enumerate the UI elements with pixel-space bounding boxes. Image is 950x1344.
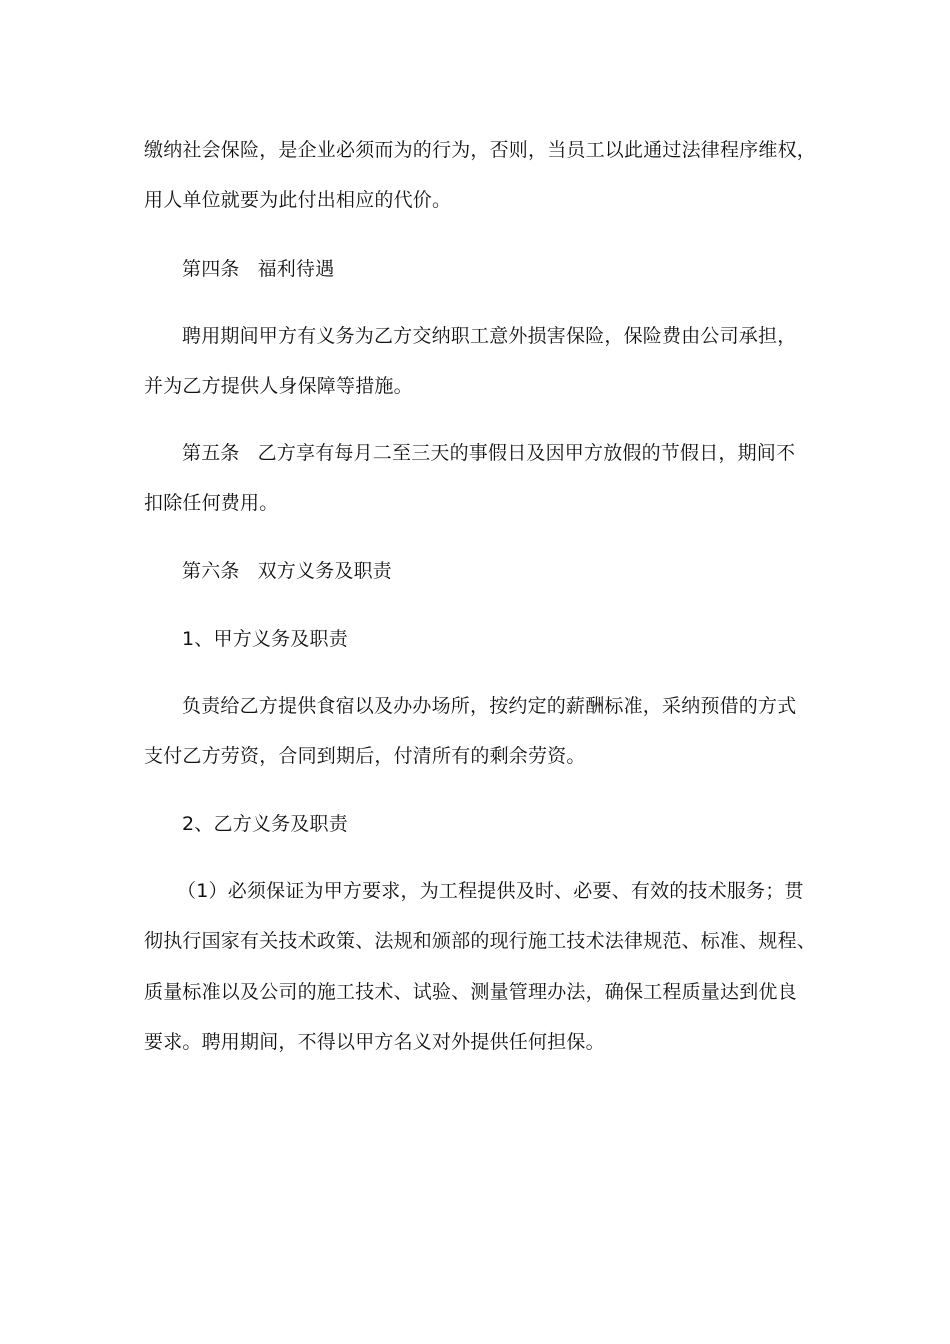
paragraph-line: 缴纳社会保险，是企业必须而为的行为，否则，当员工以此通过法律程序维权， [144, 139, 817, 161]
article-heading [182, 557, 862, 585]
paragraph-line: （1）必须保证为甲方要求，为工程提供及时、必要、有效的技术服务；贯 [177, 880, 804, 902]
article-text: 乙方享有每月二至三天的事假日及因甲方放假的节假日，期间不 [257, 442, 796, 464]
paragraph-line: 用人单位就要为此付出相应的代价。 [144, 189, 452, 211]
paragraph-line: 负责给乙方提供食宿以及办办场所，按约定的薪酬标准，采纳预借的方式 [182, 695, 797, 717]
paragraph-line: 支付乙方劳资，合同到期后，付清所有的剩余劳资。 [144, 745, 586, 767]
paragraph-line: 聘用期间甲方有义务为乙方交纳职工意外损害保险，保险费由公司承担， [182, 325, 797, 347]
article-number: 第四条 [182, 258, 240, 280]
article-number: 第五条 [182, 442, 240, 464]
article-heading [182, 255, 862, 283]
section-heading: 1、甲方义务及职责 [182, 628, 348, 650]
paragraph-line: 扣除任何费用。 [144, 492, 279, 514]
article-title: 双方义务及职责 [257, 560, 393, 582]
paragraph-line: 要求。聘用期间，不得以甲方名义对外提供任何担保。 [144, 1031, 605, 1053]
paragraph-line: 质量标准以及公司的施工技术、试验、测量管理办法，确保工程质量达到优良 [144, 981, 797, 1003]
article-paragraph [182, 439, 862, 467]
section-heading: 2、乙方义务及职责 [182, 813, 348, 835]
paragraph-line: 并为乙方提供人身保障等措施。 [144, 375, 413, 397]
article-number: 第六条 [182, 560, 240, 582]
article-title: 福利待遇 [257, 258, 335, 280]
paragraph-line: 彻执行国家有关技术政策、法规和颁部的现行施工技术法律规范、标准、规程、 [144, 930, 817, 952]
